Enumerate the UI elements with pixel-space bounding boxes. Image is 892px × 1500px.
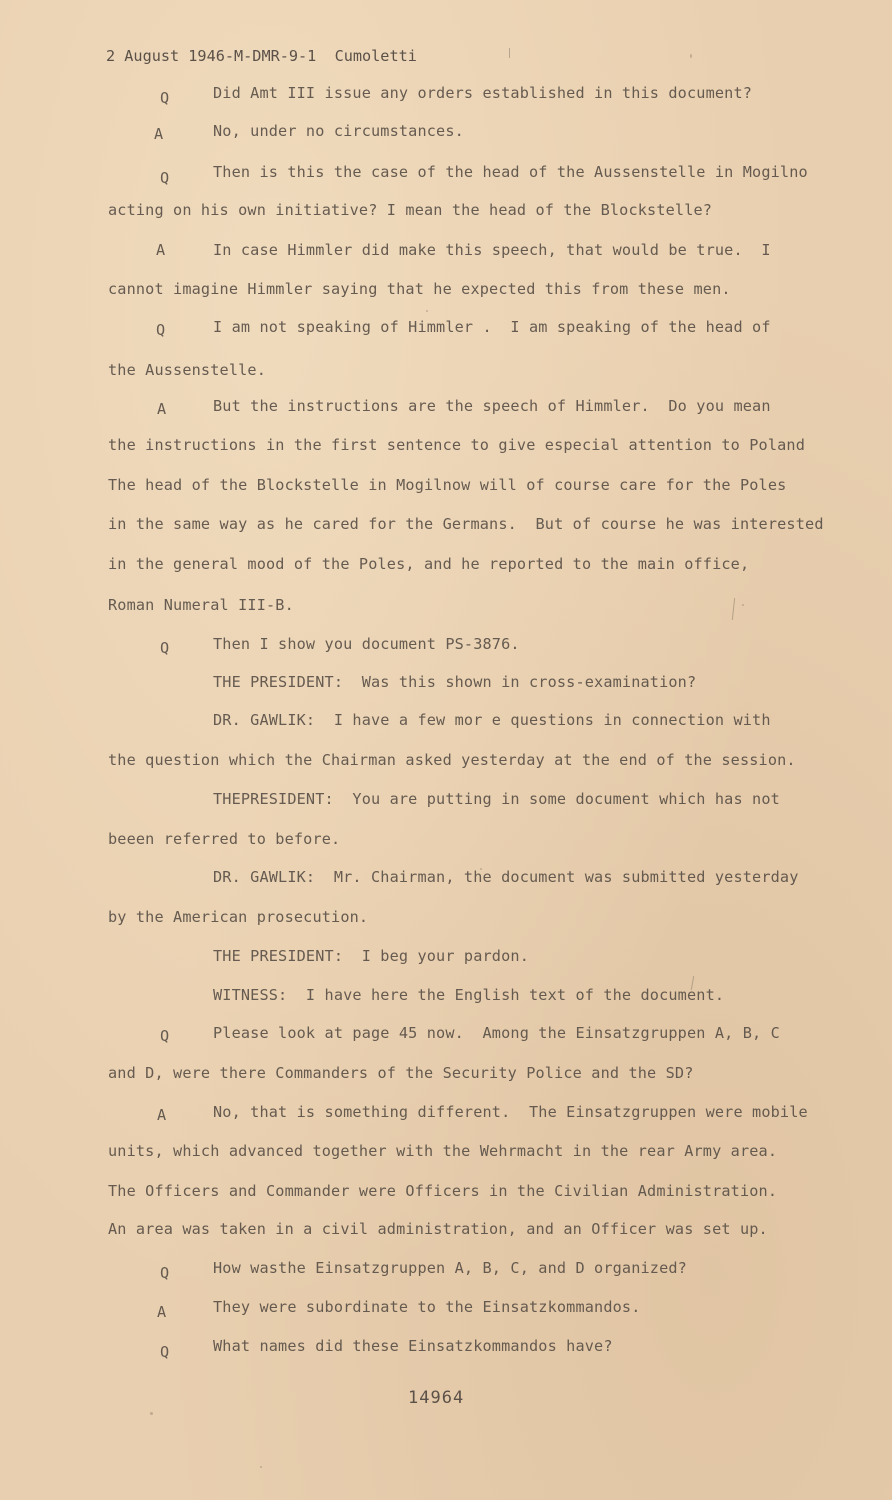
transcript-line: An area was taken in a civil administration, and an Officer was set up. <box>108 1220 768 1238</box>
pencil-tick <box>509 48 510 58</box>
transcript-line: What names did these Einsatzkommandos have? <box>213 1337 613 1355</box>
transcript-line: I am not speaking of Himmler . I am speaking of the head of <box>213 318 771 336</box>
transcript-line: units, which advanced together with the Wehrmacht in the rear Army area. <box>108 1142 778 1160</box>
qa-marker: Q <box>160 89 170 107</box>
transcript-line: Please look at page 45 now. Among the Einsatzgruppen A, B, C <box>213 1024 780 1042</box>
transcript-line: No, that is something different. The Einsatzgruppen were mobile <box>213 1103 808 1121</box>
transcript-line: THE PRESIDENT: I beg your pardon. <box>213 947 529 965</box>
transcript-line: They were subordinate to the Einsatzkommandos. <box>213 1298 641 1316</box>
document-header: 2 August 1946-M-DMR-9-1 Cumoletti <box>106 47 417 65</box>
transcript-line: and D, were there Commanders of the Security Police and the SD? <box>108 1064 694 1082</box>
qa-marker: Q <box>160 639 170 657</box>
transcript-line: How wasthe Einsatzgruppen A, B, C, and D organized? <box>213 1259 687 1277</box>
transcript-line: in the general mood of the Poles, and he reported to the main office, <box>108 555 750 573</box>
transcript-line: The head of the Blockstelle in Mogilnow will of course care for the Poles <box>108 476 787 494</box>
transcript-line: Roman Numeral III-B. <box>108 596 294 614</box>
transcript-line: in the same way as he cared for the Germans. But of course he was interested <box>108 515 824 533</box>
transcript-line: THE PRESIDENT: Was this shown in cross-examination? <box>213 673 697 691</box>
qa-marker: Q <box>160 1264 170 1282</box>
transcript-line: the question which the Chairman asked yesterday at the end of the session. <box>108 751 796 769</box>
qa-marker: A <box>157 1106 167 1124</box>
transcript-line: Then I show you document PS-3876. <box>213 635 520 653</box>
qa-marker: A <box>157 1303 167 1321</box>
transcript-line: WITNESS: I have here the English text of the document. <box>213 986 725 1004</box>
transcript-line: THEPRESIDENT: You are putting in some document which has not <box>213 790 780 808</box>
transcript-line: In case Himmler did make this speech, that would be true. I <box>213 241 771 259</box>
qa-marker: A <box>157 400 167 418</box>
transcript-line: cannot imagine Himmler saying that he expected this from these men. <box>108 280 731 298</box>
pencil-tick <box>732 598 735 620</box>
transcript-line: Then is this the case of the head of the Aussenstelle in Mogilno <box>213 163 808 181</box>
transcript-line: the Aussenstelle. <box>108 361 266 379</box>
transcript-line: beeen referred to before. <box>108 830 341 848</box>
transcript-line: DR. GAWLIK: I have a few mor e questions in connection with <box>213 711 771 729</box>
transcript-line: by the American prosecution. <box>108 908 369 926</box>
qa-marker: Q <box>156 321 166 339</box>
qa-marker: Q <box>160 1027 170 1045</box>
qa-marker: Q <box>160 169 170 187</box>
page-number: 14964 <box>408 1388 465 1408</box>
qa-marker: Q <box>160 1343 170 1361</box>
transcript-line: DR. GAWLIK: Mr. Chairman, the document was submitted yesterday <box>213 868 799 886</box>
transcript-line: Did Amt III issue any orders established in this document? <box>213 84 753 102</box>
qa-marker: A <box>156 241 166 259</box>
qa-marker: A <box>154 125 164 143</box>
transcript-line: acting on his own initiative? I mean the head of the Blockstelle? <box>108 201 713 219</box>
transcript-line: No, under no circumstances. <box>213 122 464 140</box>
transcript-line: the instructions in the first sentence to give especial attention to Poland <box>108 436 806 454</box>
transcript-line: The Officers and Commander were Officers in the Civilian Administration. <box>108 1182 778 1200</box>
transcript-line: But the instructions are the speech of Himmler. Do you mean <box>213 397 771 415</box>
